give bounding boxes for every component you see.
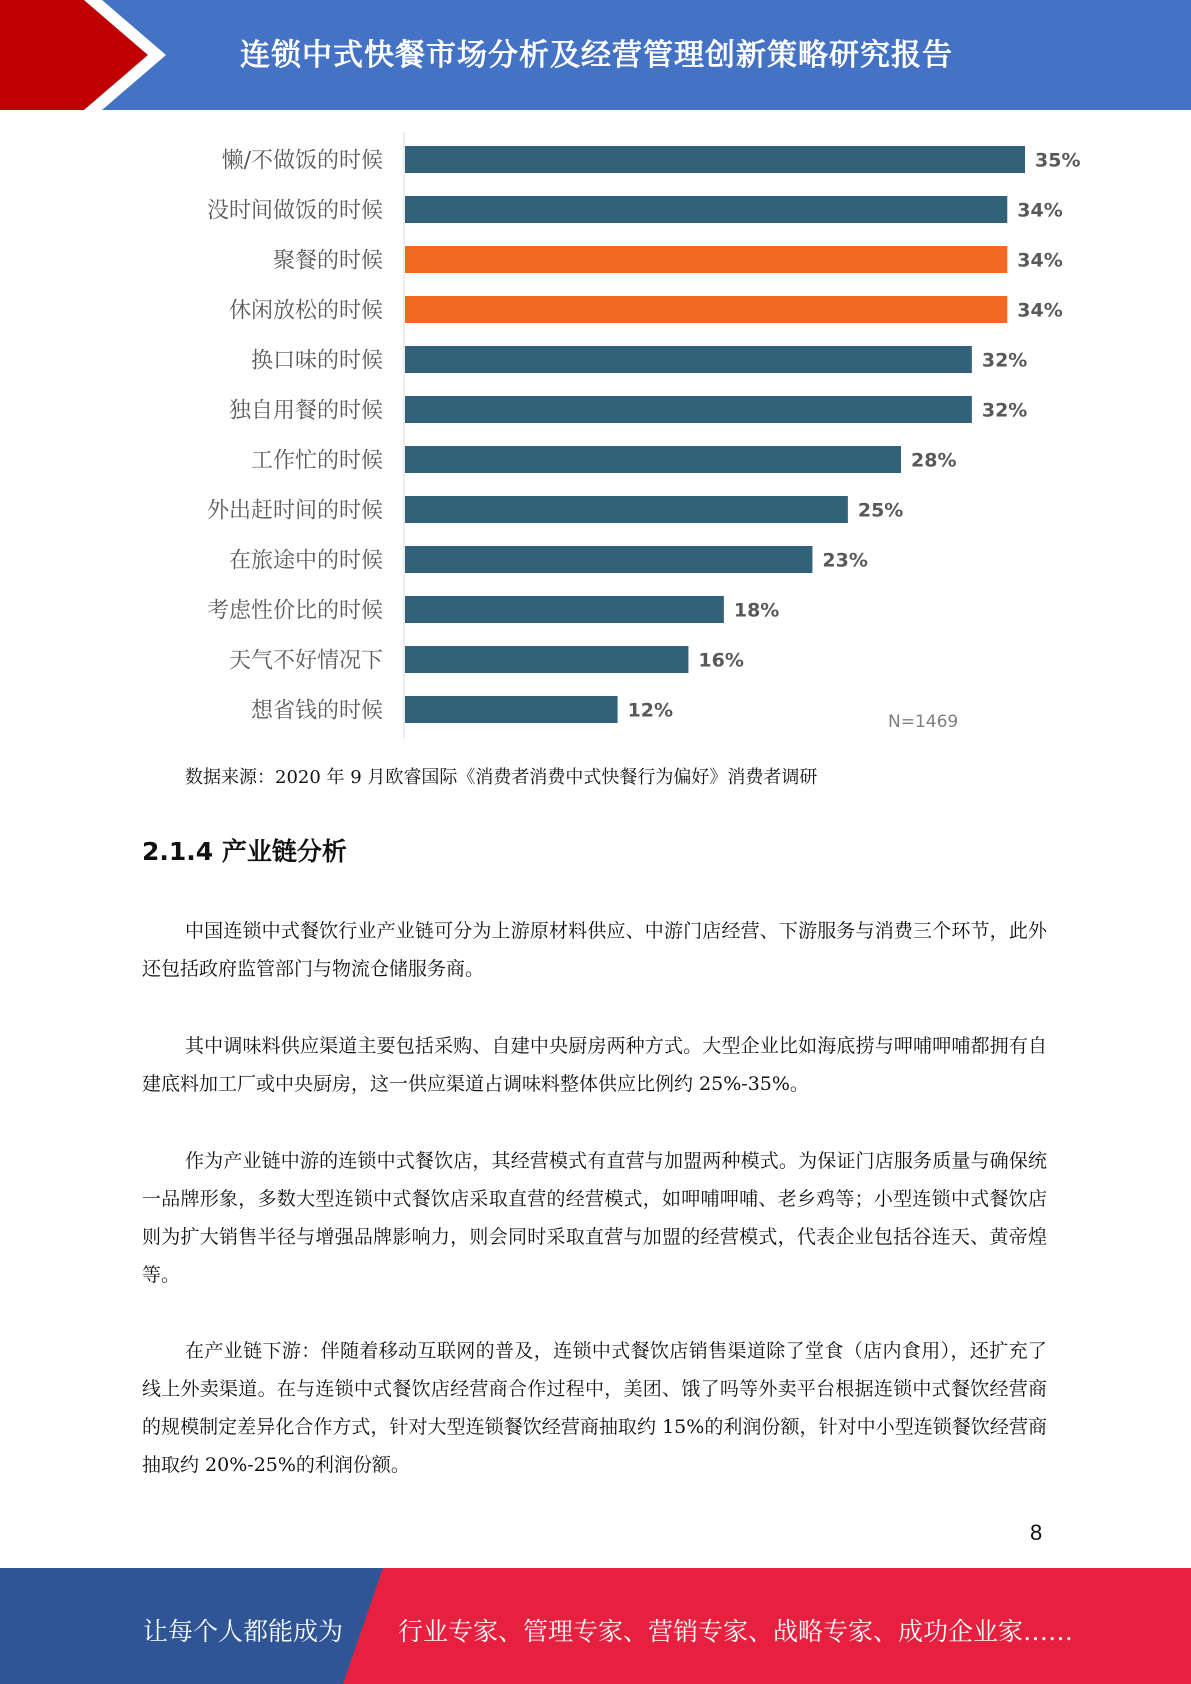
- bar-value-label: 34%: [1017, 199, 1063, 222]
- category-label: 没时间做饭的时候: [206, 198, 383, 224]
- bar-chart: [150, 130, 1080, 740]
- body-paragraph-3: 作为产业链中游的连锁中式餐饮店，其经营模式有直营与加盟两种模式。为保证门店服务质量与确保统一品牌形象，多数大型连锁中式餐饮店采取直营的经营模式，如呷哺呷哺、老乡鸡等；小型连锁中式餐饮店则为扩大销售半径与增强品牌影响力，则会同时采取直营与加盟的经营模式，代表企业包括谷连天、黄帝煌等。: [142, 1150, 1047, 1286]
- category-label: 休闲放松的时候: [228, 298, 383, 324]
- bar: [405, 196, 1007, 223]
- bar-value-label: 35%: [1035, 149, 1080, 172]
- section-title: 2.1.4 产业链分析: [142, 837, 347, 866]
- bar: [405, 696, 618, 723]
- category-label: 工作忙的时候: [250, 448, 383, 474]
- bar-value-label: 32%: [981, 399, 1028, 422]
- bar-value-label: 23%: [822, 549, 868, 572]
- bar-value-label: 25%: [857, 499, 904, 522]
- bar-value-label: 34%: [1017, 249, 1063, 272]
- bar: [405, 546, 812, 573]
- bar: [405, 146, 1025, 173]
- category-label: 懒/不做饭的时候: [221, 148, 383, 174]
- category-label: 考虑性价比的时候: [206, 598, 383, 624]
- chart-source-note: 数据来源：2020 年 9 月欧睿国际《消费者消费中式快餐行为偏好》消费者调研: [185, 767, 818, 788]
- page-header: [0, 0, 1191, 110]
- bar-chart-svg: [150, 130, 1080, 740]
- bar-value-label: 16%: [698, 649, 744, 672]
- bar: [405, 496, 848, 523]
- body-paragraph-2: 其中调味料供应渠道主要包括采购、自建中央厨房两种方式。大型企业比如海底捞与呷哺呷哺都拥有自建底料加工厂或中央厨房，这一供应渠道占调味料整体供应比例约 25%-35%。: [142, 1035, 1047, 1095]
- category-label: 独自用餐的时候: [228, 398, 383, 424]
- category-label: 想省钱的时候: [250, 698, 383, 724]
- bar: [405, 246, 1007, 273]
- category-label: 在旅途中的时候: [228, 548, 383, 574]
- bar: [405, 646, 688, 673]
- category-label: 换口味的时候: [250, 348, 383, 374]
- body-paragraph-4: 在产业链下游：伴随着移动互联网的普及，连锁中式餐饮店销售渠道除了堂食（店内食用），还扩充了线上外卖渠道。在与连锁中式餐饮店经营商合作过程中，美团、饿了吗等外卖平台根据连锁中式餐饮经营商的规模制定差异化合作方式，针对大型连锁餐饮经营商抽取约 15%的利润份额，针对中小型连锁餐饮经营商抽取约 20%-25%的利润份额。: [142, 1340, 1047, 1476]
- category-label: 外出赶时间的时候: [206, 498, 383, 524]
- bar-value-label: 34%: [1017, 299, 1063, 322]
- bar: [405, 396, 972, 423]
- category-label: 聚餐的时候: [272, 248, 383, 274]
- bar: [405, 296, 1007, 323]
- body-paragraph-1: 中国连锁中式餐饮行业产业链可分为上游原材料供应、中游门店经营、下游服务与消费三个环节，此外还包括政府监管部门与物流仓储服务商。: [142, 920, 1047, 980]
- sample-size-annotation: N=1469: [888, 712, 959, 732]
- bar: [405, 596, 724, 623]
- bar-value-label: 12%: [627, 699, 674, 722]
- footer-slogan-right: 行业专家、管理专家、营销专家、战略专家、成功企业家……: [398, 1617, 1074, 1646]
- category-label: 天气不好情况下: [228, 648, 383, 674]
- footer-slogan-left: 让每个人都能成为: [143, 1617, 344, 1646]
- bar-value-label: 32%: [981, 349, 1028, 372]
- header-title: 连锁中式快餐市场分析及经营管理创新策略研究报告: [240, 38, 953, 73]
- bar-value-label: 28%: [911, 449, 957, 472]
- bar-value-label: 18%: [733, 599, 780, 622]
- page-footer: [0, 1568, 1191, 1684]
- bar: [405, 346, 972, 373]
- page-number: 8: [1030, 1520, 1043, 1545]
- bar: [405, 446, 901, 473]
